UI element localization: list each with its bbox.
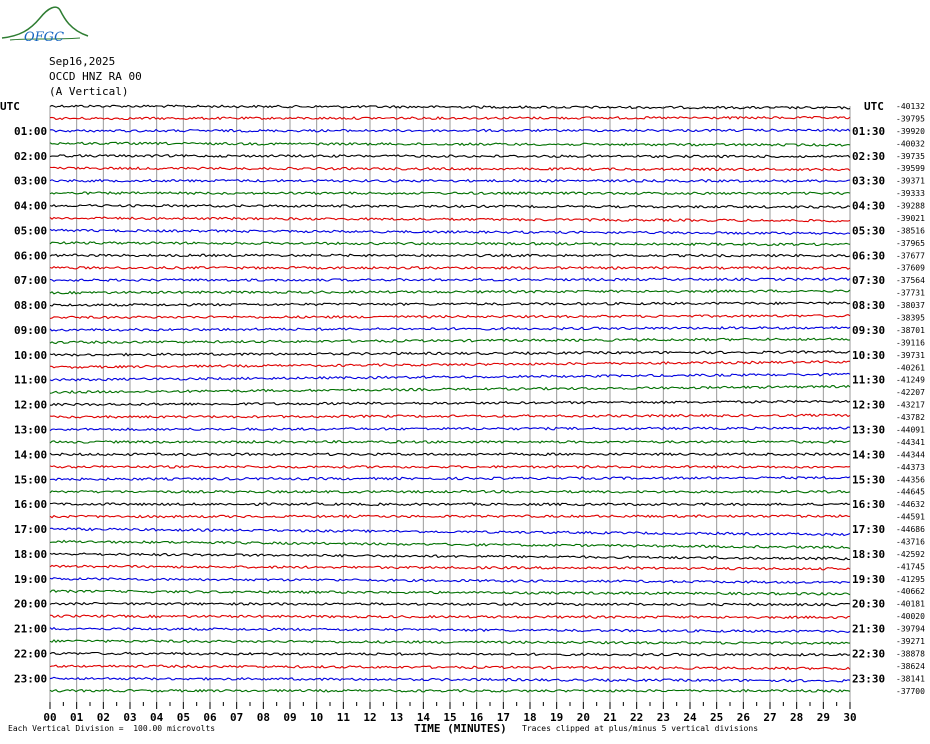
x-tick-label-19: 19 — [550, 711, 564, 724]
left-label-7: 08:00 — [14, 299, 48, 313]
trace-value-27: -44341 — [896, 437, 925, 447]
right-label-15: 16:30 — [852, 498, 886, 512]
right-label-1: 02:30 — [852, 149, 886, 163]
right-label-19: 20:30 — [852, 597, 886, 611]
left-label-20: 21:00 — [14, 622, 48, 636]
x-tick-label-2: 02 — [96, 711, 110, 724]
left-label-10: 11:00 — [14, 373, 48, 387]
left-label-21: 22:00 — [14, 647, 48, 661]
x-tick-label-23: 23 — [656, 711, 670, 724]
left-label-9: 10:00 — [14, 348, 48, 362]
x-tick-label-16: 16 — [470, 711, 484, 724]
trace-value-16: -38037 — [896, 301, 925, 311]
trace-value-30: -44356 — [896, 475, 925, 485]
x-tick-label-14: 14 — [416, 711, 430, 724]
right-axis-title: UTC — [864, 100, 884, 113]
left-label-13: 14:00 — [14, 448, 48, 462]
left-label-5: 06:00 — [14, 249, 48, 263]
left-label-14: 15:00 — [14, 473, 48, 487]
x-tick-label-1: 01 — [70, 711, 84, 724]
x-tick-label-7: 07 — [230, 711, 244, 724]
right-label-9: 10:30 — [852, 348, 886, 362]
left-axis-title: UTC — [0, 100, 20, 113]
trace-value-25: -43782 — [896, 413, 925, 423]
x-tick-label-25: 25 — [710, 711, 724, 724]
trace-value-35: -43716 — [896, 537, 925, 547]
left-label-18: 19:00 — [14, 572, 48, 586]
right-label-3: 04:30 — [852, 199, 886, 213]
x-tick-label-4: 04 — [150, 711, 164, 724]
left-label-6: 07:00 — [14, 274, 48, 288]
right-label-18: 19:30 — [852, 572, 886, 586]
trace-value-17: -38395 — [896, 313, 925, 323]
logo-text: OFGC — [24, 30, 65, 45]
trace-value-34: -44686 — [896, 525, 925, 534]
trace-value-3: -40032 — [896, 139, 925, 149]
trace-value-7: -39333 — [896, 189, 925, 199]
trace-value-47: -37700 — [896, 686, 925, 696]
right-label-4: 05:30 — [852, 224, 886, 238]
trace-value-32: -44632 — [896, 500, 925, 510]
right-label-8: 09:30 — [852, 324, 886, 337]
trace-value-29: -44373 — [896, 462, 925, 472]
trace-value-1: -39795 — [896, 114, 925, 124]
trace-value-41: -40020 — [896, 612, 925, 622]
x-tick-label-13: 13 — [390, 711, 404, 724]
trace-value-14: -37564 — [896, 276, 925, 286]
right-label-0: 01:30 — [852, 124, 886, 138]
trace-value-12: -37677 — [896, 251, 925, 261]
trace-value-38: -41295 — [896, 574, 925, 584]
trace-value-10: -38516 — [896, 226, 925, 236]
trace-value-28: -44344 — [896, 450, 925, 460]
trace-value-31: -44645 — [896, 487, 925, 497]
right-label-5: 06:30 — [852, 249, 886, 263]
x-tick-label-9: 09 — [283, 711, 297, 724]
trace-value-39: -40662 — [896, 587, 925, 597]
right-label-21: 22:30 — [852, 647, 886, 661]
x-tick-label-6: 06 — [203, 711, 217, 724]
right-label-10: 11:30 — [852, 373, 886, 387]
x-tick-label-26: 26 — [736, 711, 750, 724]
left-label-1: 02:00 — [14, 149, 48, 163]
left-label-4: 05:00 — [14, 224, 48, 238]
footer-clip-note: Traces clipped at plus/minus 5 vertical divisions — [522, 724, 759, 733]
x-tick-label-10: 10 — [310, 711, 324, 724]
right-label-13: 14:30 — [852, 448, 886, 462]
trace-value-36: -42592 — [896, 549, 925, 559]
x-tick-label-8: 08 — [256, 711, 270, 724]
trace-value-15: -37731 — [896, 288, 925, 298]
x-tick-label-30: 30 — [843, 711, 857, 724]
x-tick-label-12: 12 — [363, 711, 377, 724]
trace-value-8: -39288 — [896, 201, 925, 211]
x-tick-label-24: 24 — [683, 711, 697, 724]
right-hour-labels — [852, 125, 885, 685]
header-station: OCCD HNZ RA 00 — [49, 70, 142, 83]
right-label-20: 21:30 — [852, 622, 886, 636]
right-label-17: 18:30 — [852, 547, 886, 561]
trace-value-44: -38878 — [896, 649, 925, 659]
x-tick-label-5: 05 — [176, 711, 190, 724]
right-label-11: 12:30 — [852, 398, 886, 412]
x-tick-label-21: 21 — [603, 711, 617, 724]
trace-value-24: -43217 — [896, 400, 925, 410]
left-label-0: 01:00 — [14, 124, 48, 138]
x-tick-label-0: 00 — [43, 711, 57, 724]
trace-value-33: -44591 — [896, 512, 925, 522]
right-label-6: 07:30 — [852, 274, 886, 288]
x-tick-label-17: 17 — [496, 711, 510, 724]
trace-value-37: -41745 — [896, 562, 925, 572]
trace-value-46: -38141 — [896, 674, 925, 684]
left-label-8: 09:00 — [14, 324, 48, 337]
left-label-2: 03:00 — [14, 174, 48, 188]
x-tick-label-20: 20 — [576, 711, 590, 724]
left-label-19: 20:00 — [14, 597, 48, 611]
left-label-15: 16:00 — [14, 498, 48, 512]
left-label-11: 12:00 — [14, 398, 48, 412]
trace-value-6: -39371 — [896, 176, 925, 186]
trace-value-20: -39731 — [896, 350, 925, 360]
left-hour-labels — [14, 125, 47, 685]
header-component: (A Vertical) — [49, 85, 129, 98]
x-tick-label-27: 27 — [763, 711, 777, 724]
trace-value-22: -41249 — [896, 375, 925, 385]
left-label-17: 18:00 — [14, 547, 48, 561]
x-tick-label-22: 22 — [630, 711, 644, 724]
x-tick-label-18: 18 — [523, 711, 537, 724]
left-label-12: 13:00 — [14, 423, 48, 437]
left-label-22: 23:00 — [14, 672, 48, 686]
trace-value-18: -38701 — [896, 326, 925, 335]
trace-value-23: -42207 — [896, 388, 925, 398]
trace-value-0: -40132 — [896, 102, 925, 111]
x-tick-label-3: 03 — [123, 711, 137, 724]
trace-value-45: -38624 — [896, 661, 925, 671]
x-tick-marks — [50, 702, 850, 709]
trace-value-26: -44091 — [896, 425, 925, 435]
trace-value-21: -40261 — [896, 363, 925, 373]
x-tick-label-11: 11 — [336, 711, 350, 724]
trace-value-19: -39116 — [896, 338, 925, 348]
trace-value-9: -39021 — [896, 214, 925, 223]
left-label-3: 04:00 — [14, 199, 48, 213]
left-label-16: 17:00 — [14, 523, 48, 536]
x-tick-label-29: 29 — [816, 711, 830, 724]
right-label-16: 17:30 — [852, 523, 886, 536]
trace-value-40: -40181 — [896, 599, 925, 609]
x-tick-label-15: 15 — [443, 711, 457, 724]
right-label-14: 15:30 — [852, 473, 886, 487]
trace-value-42: -39794 — [896, 624, 925, 634]
trace-value-43: -39271 — [896, 637, 925, 646]
trace-value-2: -39920 — [896, 126, 925, 136]
right-label-22: 23:30 — [852, 672, 886, 686]
trace-value-5: -39599 — [896, 164, 925, 174]
x-tick-label-28: 28 — [790, 711, 804, 724]
right-label-12: 13:30 — [852, 423, 886, 437]
trace-value-4: -39735 — [896, 151, 925, 161]
right-label-2: 03:30 — [852, 174, 886, 188]
right-label-7: 08:30 — [852, 299, 886, 313]
trace-value-labels — [896, 102, 925, 696]
header-date: Sep16,2025 — [49, 55, 116, 68]
footer-scale-note: Each Vertical Division = 100.00 microvolts — [8, 724, 216, 733]
trace-value-11: -37965 — [896, 238, 925, 248]
x-axis-title: TIME (MINUTES) — [414, 722, 507, 735]
trace-value-13: -37609 — [896, 263, 925, 273]
